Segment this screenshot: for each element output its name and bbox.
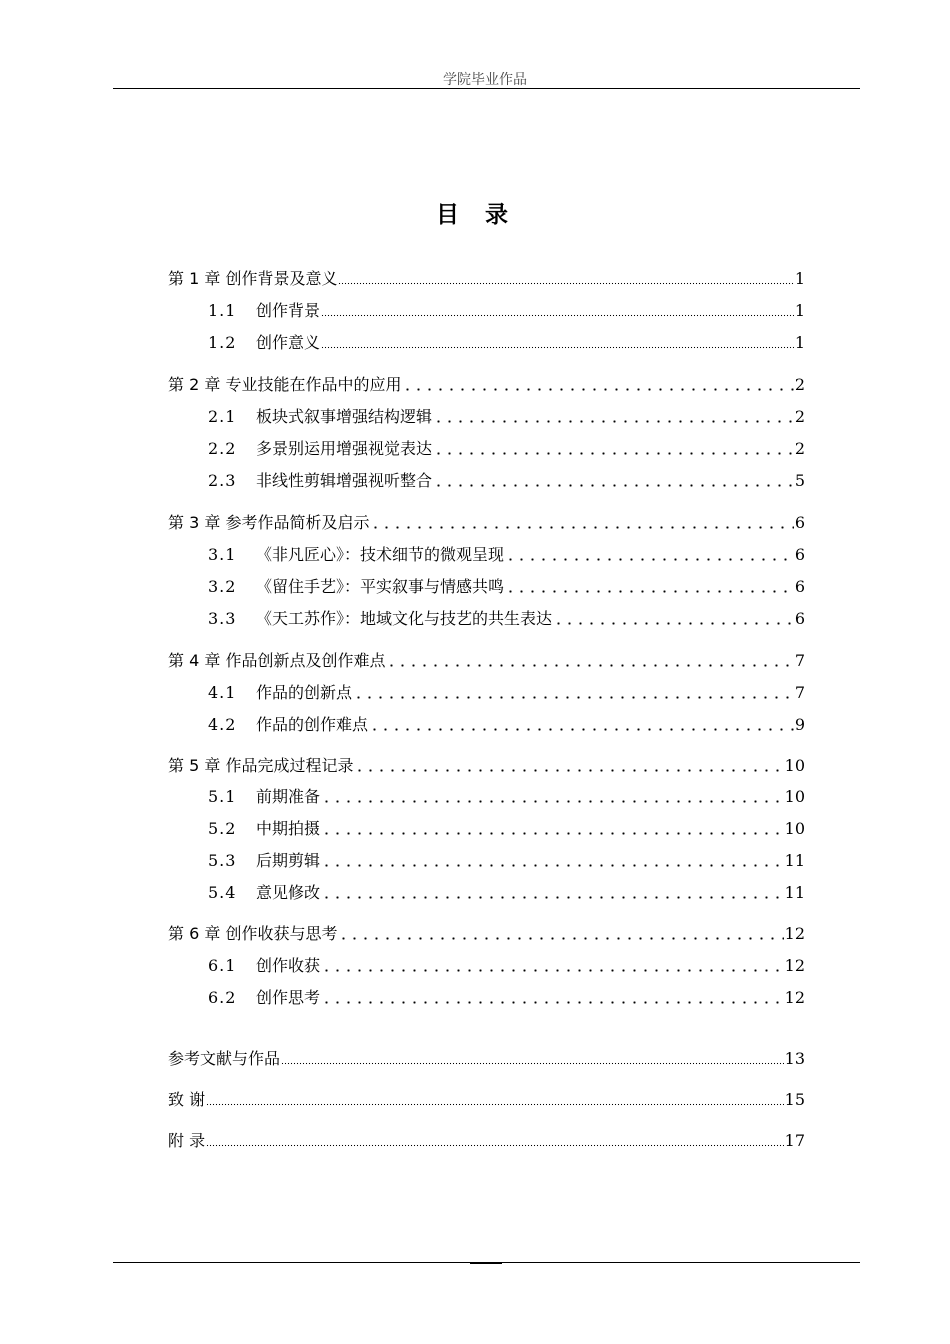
toc-section-number: 5.2 [208,819,237,838]
toc-page-number: 12 [784,988,805,1007]
toc-section-title: 中期拍摄 [256,819,321,838]
toc-section-number: 1.2 [208,333,237,352]
toc-section-title: 后期剪辑 [256,851,321,870]
toc-section-label [208,955,320,977]
toc-page-number: 11 [784,883,805,902]
toc-page-number: 7 [794,683,805,702]
toc-page-number: 10 [784,819,805,838]
toc-section-label [208,544,504,566]
toc-section-entry[interactable] [208,436,805,460]
toc-section-entry[interactable] [208,606,805,630]
toc-leader-dots [370,526,793,529]
toc-section-entry[interactable] [208,880,805,904]
toc-section-title: 多景别运用增强视觉表达 [256,439,433,458]
toc-section-title: 《留住手艺》：平实叙事与情感共鸣 [256,577,505,596]
toc-leader-dots [553,622,794,625]
toc-leader-dots [321,1001,784,1004]
toc-section-number: 3.3 [208,609,237,628]
toc-section-title: 前期准备 [256,787,321,806]
toc-section-number: 4.1 [208,683,237,702]
toc-section-number: 5.4 [208,883,237,902]
header-rule [113,88,860,89]
toc-leader-dots [321,896,784,899]
toc-section-entry[interactable] [208,680,805,704]
toc-backmatter-title: 参考文献与作品 [168,1049,281,1068]
toc-section-title: 作品的创新点 [256,683,353,702]
toc-section-entry[interactable] [208,574,805,598]
toc-page-number: 12 [784,924,805,943]
toc-section-label [208,608,552,630]
toc-section-entry[interactable] [208,816,805,840]
toc-page-number: 15 [784,1090,805,1109]
toc-page-number: 1 [794,333,805,352]
toc-leader-dots [505,590,794,593]
toc-section-title: 《天工苏作》：地域文化与技艺的共生表达 [256,609,553,628]
toc-chapter-entry[interactable] [168,510,805,534]
toc-leader-dots [338,282,793,285]
toc-backmatter-entry[interactable] [168,1046,805,1070]
toc-page-number: 17 [784,1131,805,1150]
toc-chapter-entry[interactable] [168,921,805,945]
toc-section-label [208,332,320,354]
toc-page-number: 1 [794,301,805,320]
toc-leader-dots [433,484,794,487]
toc-section-title: 创作收获 [256,956,321,975]
toc-page-number: 1 [794,269,805,288]
toc-leader-dots [321,314,794,317]
toc-section-title: 创作意义 [256,333,321,352]
toc-section-number: 3.2 [208,577,237,596]
toc-chapter-entry[interactable] [168,753,805,777]
toc-section-number: 6.2 [208,988,237,1007]
toc-backmatter-title: 附 录 [168,1131,206,1150]
toc-section-entry[interactable] [208,542,805,566]
toc-leader-dots [338,937,783,940]
toc-leader-dots [321,969,784,972]
toc-backmatter-entry[interactable] [168,1128,805,1152]
toc-section-entry[interactable] [208,784,805,808]
toc-leader-dots [433,452,794,455]
toc-page-number: 13 [784,1049,805,1068]
toc-page-number: 9 [794,715,805,734]
toc-leader-dots [505,558,794,561]
toc-section-label [208,438,432,460]
toc-section-label [208,850,320,872]
toc-leader-dots [386,664,793,667]
toc-section-number: 2.3 [208,471,237,490]
toc-section-number: 1.1 [208,301,237,320]
toc-section-label [208,987,320,1009]
toc-section-title: 创作思考 [256,988,321,1007]
toc-page-number: 6 [794,545,805,564]
toc-chapter-entry[interactable] [168,266,805,290]
toc-section-number: 3.1 [208,545,237,564]
toc-chapter-title: 第 5 章 作品完成过程记录 [168,756,354,775]
toc-chapter-title: 第 6 章 创作收获与思考 [168,924,338,943]
toc-leader-dots [321,346,794,349]
toc-title: 目录 [436,202,534,228]
toc-section-entry[interactable] [208,404,805,428]
toc-leader-dots [281,1062,784,1065]
toc-page-number: 6 [794,577,805,596]
toc-leader-dots [354,769,783,772]
toc-section-title: 板块式叙事增强结构逻辑 [256,407,433,426]
toc-section-number: 2.1 [208,407,237,426]
toc-section-title: 创作背景 [256,301,321,320]
toc-section-number: 5.1 [208,787,237,806]
toc-backmatter-entry[interactable] [168,1087,805,1111]
toc-chapter-title: 第 3 章 参考作品简析及启示 [168,513,370,532]
toc-page-number: 2 [794,439,805,458]
toc-section-entry[interactable] [208,985,805,1009]
toc-leader-dots [321,832,784,835]
page-header: 学院毕业作品 [443,72,527,88]
toc-backmatter-title: 致 谢 [168,1090,206,1109]
toc-section-label [208,576,504,598]
toc-chapter-title: 第 1 章 创作背景及意义 [168,269,338,288]
toc-page-number: 12 [784,956,805,975]
toc-section-label [208,786,320,808]
toc-chapter-entry[interactable] [168,372,805,396]
toc-page-number: 6 [794,609,805,628]
toc-leader-dots [321,864,784,867]
toc-leader-dots [353,696,794,699]
toc-section-number: 6.1 [208,956,237,975]
toc-page-number: 5 [794,471,805,490]
toc-section-title: 意见修改 [256,883,321,902]
toc-page-number: 2 [794,375,805,394]
toc-leader-dots [206,1103,784,1106]
toc-section-entry[interactable] [208,468,805,492]
toc-section-title: 《非凡匠心》：技术细节的微观呈现 [256,545,505,564]
toc-leader-dots [402,388,793,391]
toc-section-entry[interactable] [208,298,805,322]
toc-section-entry[interactable] [208,712,805,736]
toc-leader-dots [321,800,784,803]
footer-page-mark [470,1262,502,1264]
toc-section-label [208,818,320,840]
toc-leader-dots [433,420,794,423]
toc-page-number: 2 [794,407,805,426]
toc-section-label [208,300,320,322]
toc-page-number: 6 [794,513,805,532]
toc-section-number: 4.2 [208,715,237,734]
toc-section-entry[interactable] [208,330,805,354]
toc-section-number: 2.2 [208,439,237,458]
toc-chapter-title: 第 2 章 专业技能在作品中的应用 [168,375,402,394]
toc-section-entry[interactable] [208,953,805,977]
toc-page-number: 10 [784,787,805,806]
toc-section-label [208,714,368,736]
toc-section-label [208,406,432,428]
toc-section-label [208,682,352,704]
toc-leader-dots [206,1144,784,1147]
toc-chapter-title: 第 4 章 作品创新点及创作难点 [168,651,386,670]
toc-page-number: 7 [794,651,805,670]
toc-page-number: 10 [784,756,805,775]
toc-section-label [208,470,432,492]
toc-section-number: 5.3 [208,851,237,870]
toc-page-number: 11 [784,851,805,870]
toc-section-label [208,882,320,904]
toc-section-title: 作品的创作难点 [256,715,369,734]
toc-section-title: 非线性剪辑增强视听整合 [256,471,433,490]
toc-section-entry[interactable] [208,848,805,872]
toc-chapter-entry[interactable] [168,648,805,672]
toc-leader-dots [369,728,794,731]
